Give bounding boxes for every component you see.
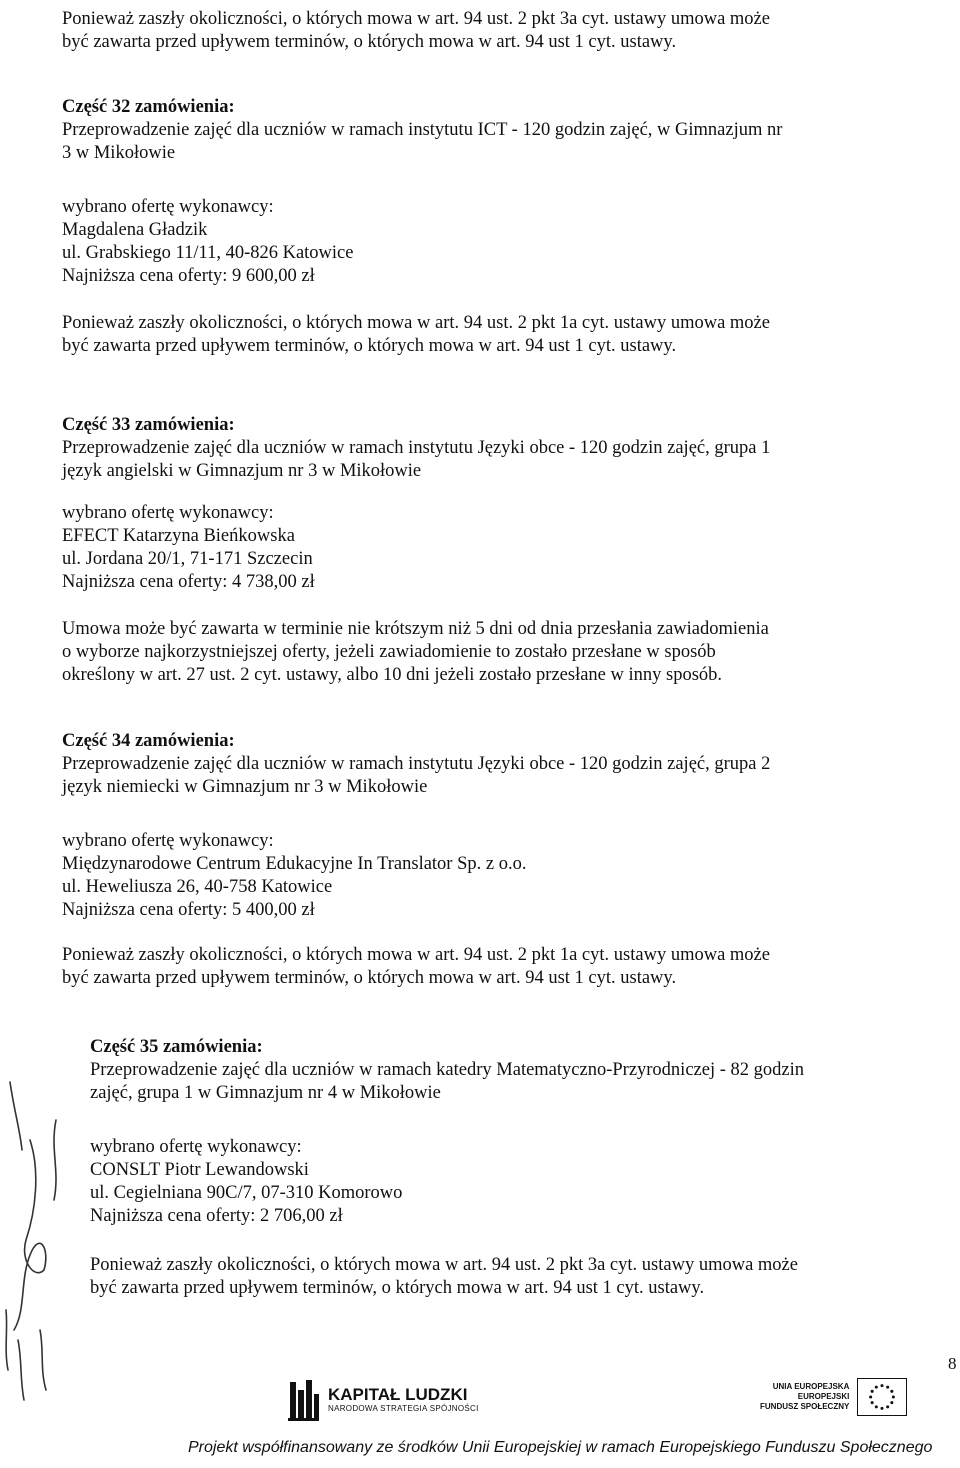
part-33-price: Najniższa cena oferty: 4 738,00 zł — [62, 572, 315, 592]
part-32-chosen-label: wybrano ofertę wykonawcy: — [62, 197, 274, 217]
part-33-note-line-1: Umowa może być zawarta w terminie nie krótszym niż 5 dni od dnia przesłania zawiadomienia — [62, 619, 769, 639]
part-33-desc-line-2: język angielski w Gimnazjum nr 3 w Mikołowie — [62, 461, 422, 481]
eu-logo-line-1: UNIA EUROPEJSKA — [772, 1382, 850, 1391]
kapital-ludzki-icon — [286, 1378, 320, 1422]
eu-logo-text — [760, 1382, 849, 1412]
kapital-ludzki-title: KAPITAŁ LUDZKI — [328, 1385, 468, 1404]
eu-logo-line-2: EUROPEJSKI — [797, 1392, 850, 1401]
part-32-desc-line-2: 3 w Mikołowie — [62, 143, 176, 163]
page-number: 8 — [948, 1354, 957, 1373]
part-34-desc-line-2: język niemiecki w Gimnazjum nr 3 w Mikołowie — [62, 777, 428, 797]
signature-scribble — [0, 1080, 90, 1410]
part-33-desc-line-1: Przeprowadzenie zajęć dla uczniów w ramach instytutu Języki obce - 120 godzin zajęć, grupa 1 — [62, 438, 771, 458]
part-33-note-line-3: określony w art. 27 ust. 2 cyt. ustawy, albo 10 dni jeżeli zostało przesłane w inny sposób. — [62, 665, 723, 685]
part-35-title: Część 35 zamówienia: — [90, 1037, 263, 1057]
part-32-price: Najniższa cena oferty: 9 600,00 zł — [62, 266, 315, 286]
part-35-desc-line-1: Przeprowadzenie zajęć dla uczniów w ramach katedry Matematyczno-Przyrodniczej - 82 godzin — [90, 1060, 804, 1080]
part-32-note-line-2: być zawarta przed upływem terminów, o których mowa w art. 94 ust 1 cyt. ustawy. — [62, 336, 677, 356]
part-35-contractor-block — [90, 1136, 960, 1228]
part-35-note — [90, 1254, 960, 1300]
part-32-contractor-address: ul. Grabskiego 11/11, 40-826 Katowice — [62, 243, 354, 263]
part-34-block — [62, 730, 942, 799]
part-33-contractor-block — [62, 502, 942, 594]
part-34-desc-line-1: Przeprowadzenie zajęć dla uczniów w ramach instytutu Języki obce - 120 godzin zajęć, grupa 2 — [62, 754, 771, 774]
part-33-chosen-label: wybrano ofertę wykonawcy: — [62, 503, 274, 523]
intro-line-1: Ponieważ zaszły okoliczności, o których mowa w art. 94 ust. 2 pkt 3a cyt. ustawy umowa może — [62, 9, 770, 29]
part-34-note-line-1: Ponieważ zaszły okoliczności, o których mowa w art. 94 ust. 2 pkt 1a cyt. ustawy umowa może — [62, 945, 770, 965]
part-33-contractor-address: ul. Jordana 20/1, 71-171 Szczecin — [62, 549, 313, 569]
part-35-note-line-1: Ponieważ zaszły okoliczności, o których mowa w art. 94 ust. 2 pkt 3a cyt. ustawy umowa może — [90, 1255, 798, 1275]
part-33-title: Część 33 zamówienia: — [62, 415, 235, 435]
kapital-ludzki-subtitle: NARODOWA STRATEGIA SPÓJNOŚCI — [328, 1404, 479, 1413]
intro-paragraph — [62, 8, 942, 54]
part-33-contractor-name: EFECT Katarzyna Bieńkowska — [62, 526, 295, 546]
part-34-title: Część 34 zamówienia: — [62, 731, 235, 751]
part-35-note-line-2: być zawarta przed upływem terminów, o których mowa w art. 94 ust 1 cyt. ustawy. — [90, 1278, 705, 1298]
eu-logo-line-3: FUNDUSZ SPOŁECZNY — [760, 1402, 850, 1411]
part-34-chosen-label: wybrano ofertę wykonawcy: — [62, 831, 274, 851]
part-34-contractor-address: ul. Heweliusza 26, 40-758 Katowice — [62, 877, 333, 897]
part-34-contractor-name: Międzynarodowe Centrum Edukacyjne In Translator Sp. z o.o. — [62, 854, 527, 874]
part-35-contractor-address: ul. Cegielniana 90C/7, 07-310 Komorowo — [90, 1183, 403, 1203]
eu-logo — [760, 1378, 907, 1416]
part-34-price: Najniższa cena oferty: 5 400,00 zł — [62, 900, 315, 920]
part-35-block — [90, 1036, 960, 1105]
eu-flag-icon — [857, 1378, 907, 1416]
part-34-note — [62, 944, 942, 990]
part-32-desc-line-1: Przeprowadzenie zajęć dla uczniów w ramach instytutu ICT - 120 godzin zajęć, w Gimnazjum nr — [62, 120, 783, 140]
part-32-title: Część 32 zamówienia: — [62, 97, 235, 117]
part-32-block — [62, 96, 942, 165]
part-34-note-line-2: być zawarta przed upływem terminów, o których mowa w art. 94 ust 1 cyt. ustawy. — [62, 968, 677, 988]
part-33-note-line-2: o wyborze najkorzystniejszej oferty, jeżeli zawiadomienie to zostało przesłane w sposób — [62, 642, 716, 662]
part-35-price: Najniższa cena oferty: 2 706,00 zł — [90, 1206, 343, 1226]
part-33-note — [62, 618, 942, 687]
part-32-contractor-name: Magdalena Gładzik — [62, 220, 208, 240]
intro-line-2: być zawarta przed upływem terminów, o których mowa w art. 94 ust 1 cyt. ustawy. — [62, 32, 677, 52]
part-32-note-line-1: Ponieważ zaszły okoliczności, o których mowa w art. 94 ust. 2 pkt 1a cyt. ustawy umowa może — [62, 313, 770, 333]
kapital-ludzki-logo — [286, 1378, 479, 1422]
part-33-block — [62, 414, 942, 483]
part-35-desc-line-2: zajęć, grupa 1 w Gimnazjum nr 4 w Mikołowie — [90, 1083, 441, 1103]
footer-text: Projekt współfinansowany ze środków Unii Europejskiej w ramach Europejskiego Funduszu Społecznego — [188, 1439, 933, 1456]
part-32-note — [62, 312, 942, 358]
part-32-contractor-block — [62, 196, 942, 288]
part-35-chosen-label: wybrano ofertę wykonawcy: — [90, 1137, 302, 1157]
part-35-contractor-name: CONSLT Piotr Lewandowski — [90, 1160, 309, 1180]
part-34-contractor-block — [62, 830, 942, 922]
